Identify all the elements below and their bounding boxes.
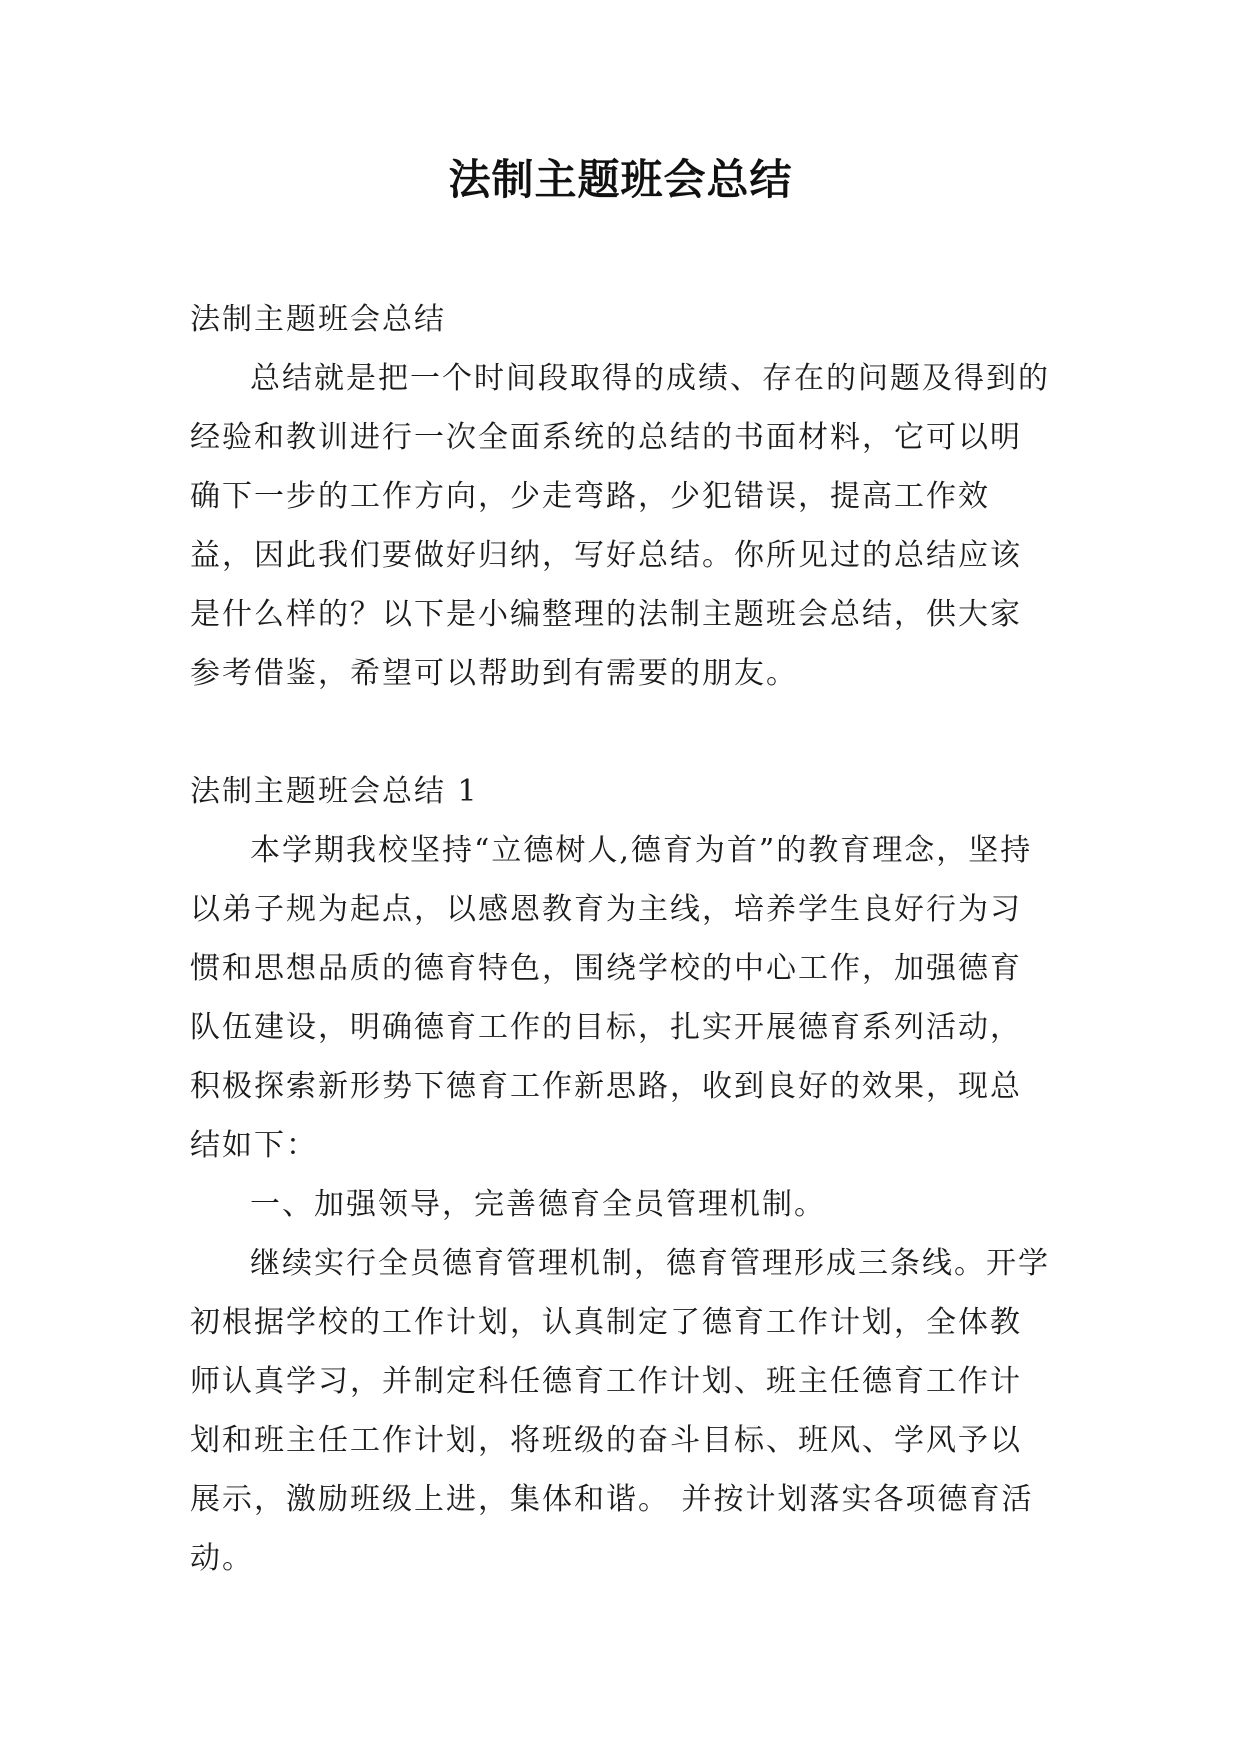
intro-heading: 法制主题班会总结: [190, 302, 446, 337]
intro-paragraph: 总结就是把一个时间段取得的成绩、存在的问题及得到的经验和教训进行一次全面系统的总结的书面材料，它可以明确下一步的工作方向，少走弯路，少犯错误，提高工作效益，因此我们要做好归纳，写好总结。你所见过的总结应该是什么样的？以下是小编整理的法制主题班会总结，供大家参考借鉴，希望可以帮助到有需要的朋友。: [190, 361, 1050, 691]
section-1-heading: 法制主题班会总结 1: [190, 774, 479, 809]
document-title: 法制主题班会总结: [448, 155, 793, 204]
section-1-paragraph-1: 本学期我校坚持“立德树人,德育为首”的教育理念，坚持以弟子规为起点，以感恩教育为主线，培养学生良好行为习惯和思想品质的德育特色，围绕学校的中心工作，加强德育队伍建设，明确德育工作的目标，扎实开展德育系列活动，积极探索新形势下德育工作新思路，收到良好的效果，现总结如下：: [190, 833, 1033, 1163]
section-1-subheading: 一、加强领导，完善德育全员管理机制。: [250, 1187, 826, 1222]
document-body: [190, 290, 1050, 1588]
section-spacer: [190, 703, 1050, 762]
section-1-paragraph-2: 继续实行全员德育管理机制，德育管理形成三条线。开学初根据学校的工作计划，认真制定了德育工作计划，全体教师认真学习，并制定科任德育工作计划、班主任德育工作计划和班主任工作计划，将班级的奋斗目标、班风、学风予以展示，激励班级上进，集体和谐。 并按计划落实各项德育活动。: [190, 1246, 1050, 1576]
